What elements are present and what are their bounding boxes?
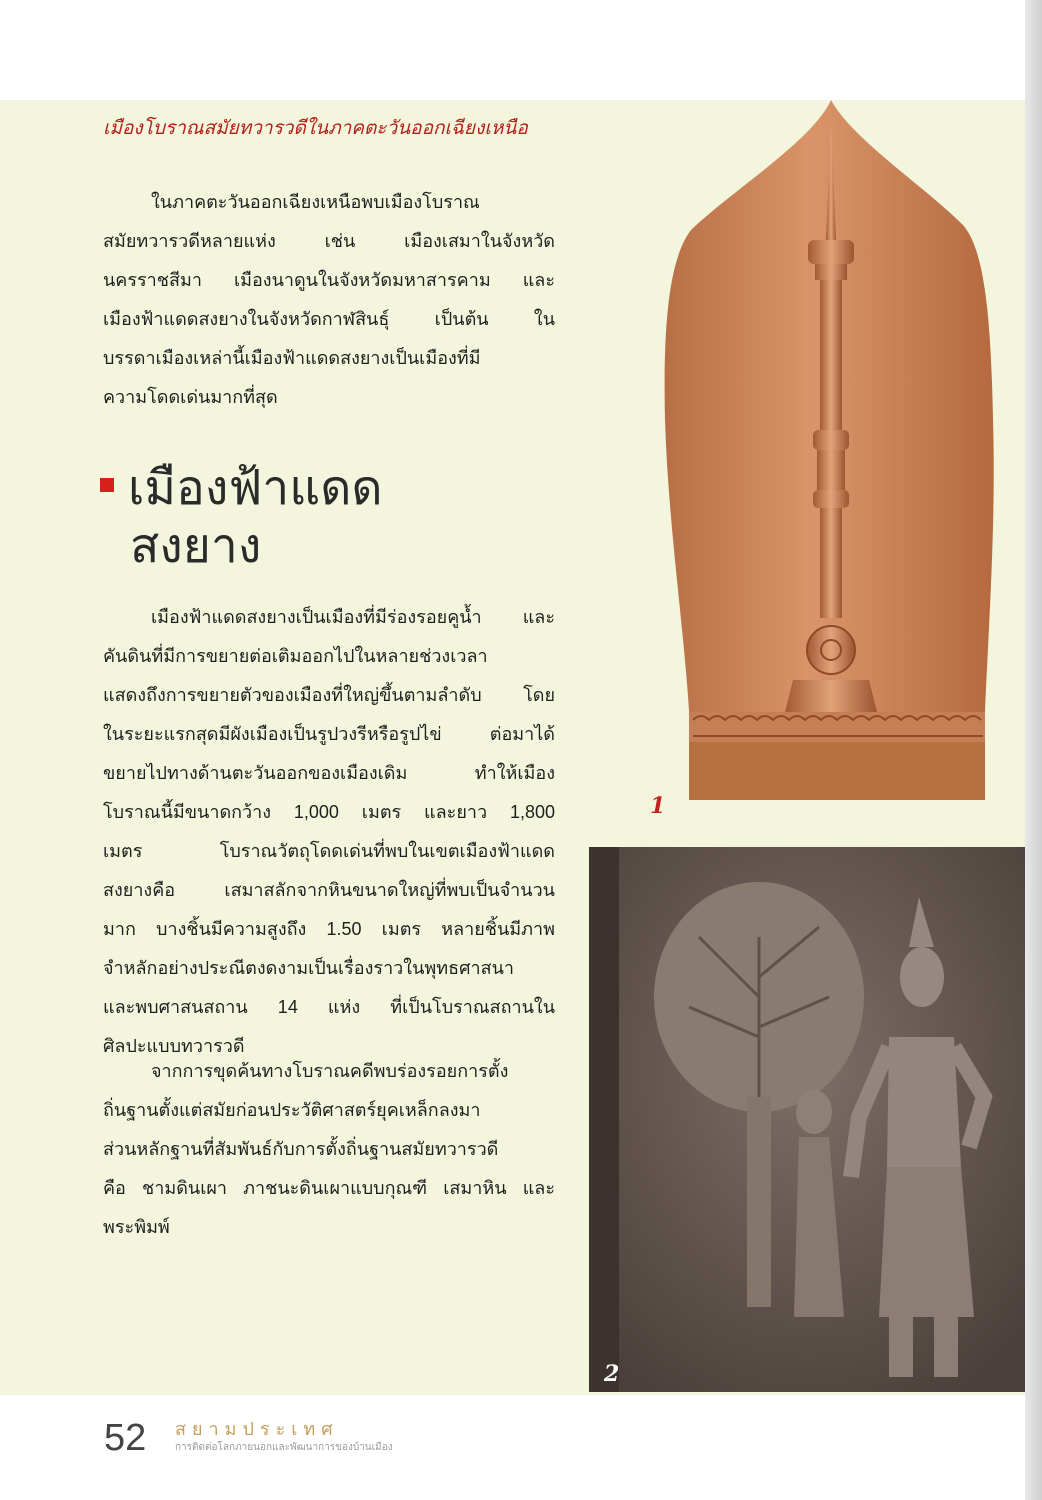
- intro-line: นครราชสีมา เมืองนาดูนในจังหวัดมหาสารคาม และ: [103, 270, 555, 290]
- red-square-bullet-icon: [100, 478, 114, 492]
- body-line: มาก บางชิ้นมีความสูงถึง 1.50 เมตร หลายชิ้นมีภาพ: [103, 919, 555, 939]
- body-line: ส่วนหลักฐานที่สัมพันธ์กับการตั้งถิ่นฐานสมัยทวารวดี: [103, 1139, 499, 1159]
- article-heading: [100, 460, 383, 576]
- body-paragraph-1: [103, 598, 555, 1066]
- body-line: คันดินที่มีการขยายต่อเติมออกไปในหลายช่วงเวลา: [103, 646, 488, 666]
- body-line: พระพิมพ์: [103, 1217, 170, 1237]
- figure-1-number: 1: [650, 793, 666, 819]
- body-paragraph-2: [103, 1052, 555, 1247]
- body-line: จำหลักอย่างประณีตงดงามเป็นเรื่องราวในพุทธศาสนา: [103, 958, 515, 978]
- intro-line: บรรดาเมืองเหล่านี้เมืองฟ้าแดดสงยางเป็นเมืองที่มี: [103, 348, 481, 368]
- intro-line: สมัยทวารวดีหลายแห่ง เช่น เมืองเสมาในจังหวัด: [103, 231, 555, 251]
- relief-carving-photo: [589, 847, 1025, 1392]
- book-subtitle: การติดต่อโลกภายนอกและพัฒนาการของบ้านเมือง: [175, 1442, 393, 1453]
- heading-line-1: เมืองฟ้าแดด: [128, 462, 383, 515]
- body-line: และพบศาสนสถาน 14 แห่ง ที่เป็นโบราณสถานใน: [103, 997, 555, 1017]
- intro-line: เมืองฟ้าแดดสงยางในจังหวัดกาฬสินธุ์ เป็นต้น ใน: [103, 309, 555, 329]
- section-title: เมืองโบราณสมัยทวารวดีในภาคตะวันออกเฉียงเหนือ: [103, 117, 528, 139]
- body-line: แสดงถึงการขยายตัวของเมืองที่ใหญ่ขึ้นตามลำดับ โดย: [103, 685, 555, 705]
- intro-line: ความโดดเด่นมากที่สุด: [103, 387, 278, 407]
- body-line: ขยายไปทางด้านตะวันออกของเมืองเดิม ทำให้เมือง: [103, 763, 555, 783]
- body-line: โบราณนี้มีขนาดกว้าง 1,000 เมตร และยาว 1,800: [103, 802, 555, 822]
- body-line: จากการขุดค้นทางโบราณคดีพบร่องรอยการตั้ง: [151, 1061, 509, 1081]
- page-number: 52: [104, 1417, 147, 1459]
- book-title: สยามประเทศ: [175, 1419, 339, 1439]
- heading-line-2: สงยาง: [130, 520, 262, 573]
- intro-line: ในภาคตะวันออกเฉียงเหนือพบเมืองโบราณ: [151, 192, 480, 212]
- page-edge: [1025, 0, 1042, 1500]
- body-line: คือ ชามดินเผา ภาชนะดินเผาแบบกุณฑี เสมาหิน และ: [103, 1178, 555, 1198]
- intro-paragraph: [103, 183, 555, 417]
- body-line: ถิ่นฐานตั้งแต่สมัยก่อนประวัติศาสตร์ยุคเหล็กลงมา: [103, 1100, 481, 1120]
- body-line: เมตร โบราณวัตถุโดดเด่นที่พบในเขตเมืองฟ้าแดด: [103, 841, 555, 861]
- body-line: สงยางคือ เสมาสลักจากหินขนาดใหญ่ที่พบเป็นจำนวน: [103, 880, 555, 900]
- body-line: ในระยะแรกสุดมีผังเมืองเป็นรูปวงรีหรือรูปไข่ ต่อมาได้: [103, 724, 555, 744]
- body-line: ศิลปะแบบทวารวดี: [103, 1036, 245, 1056]
- body-line: เมืองฟ้าแดดสงยางเป็นเมืองที่มีร่องรอยคูน้ำ และ: [151, 607, 555, 627]
- sema-stone-photo: [663, 100, 996, 810]
- figure-2-number: 2: [604, 1361, 620, 1387]
